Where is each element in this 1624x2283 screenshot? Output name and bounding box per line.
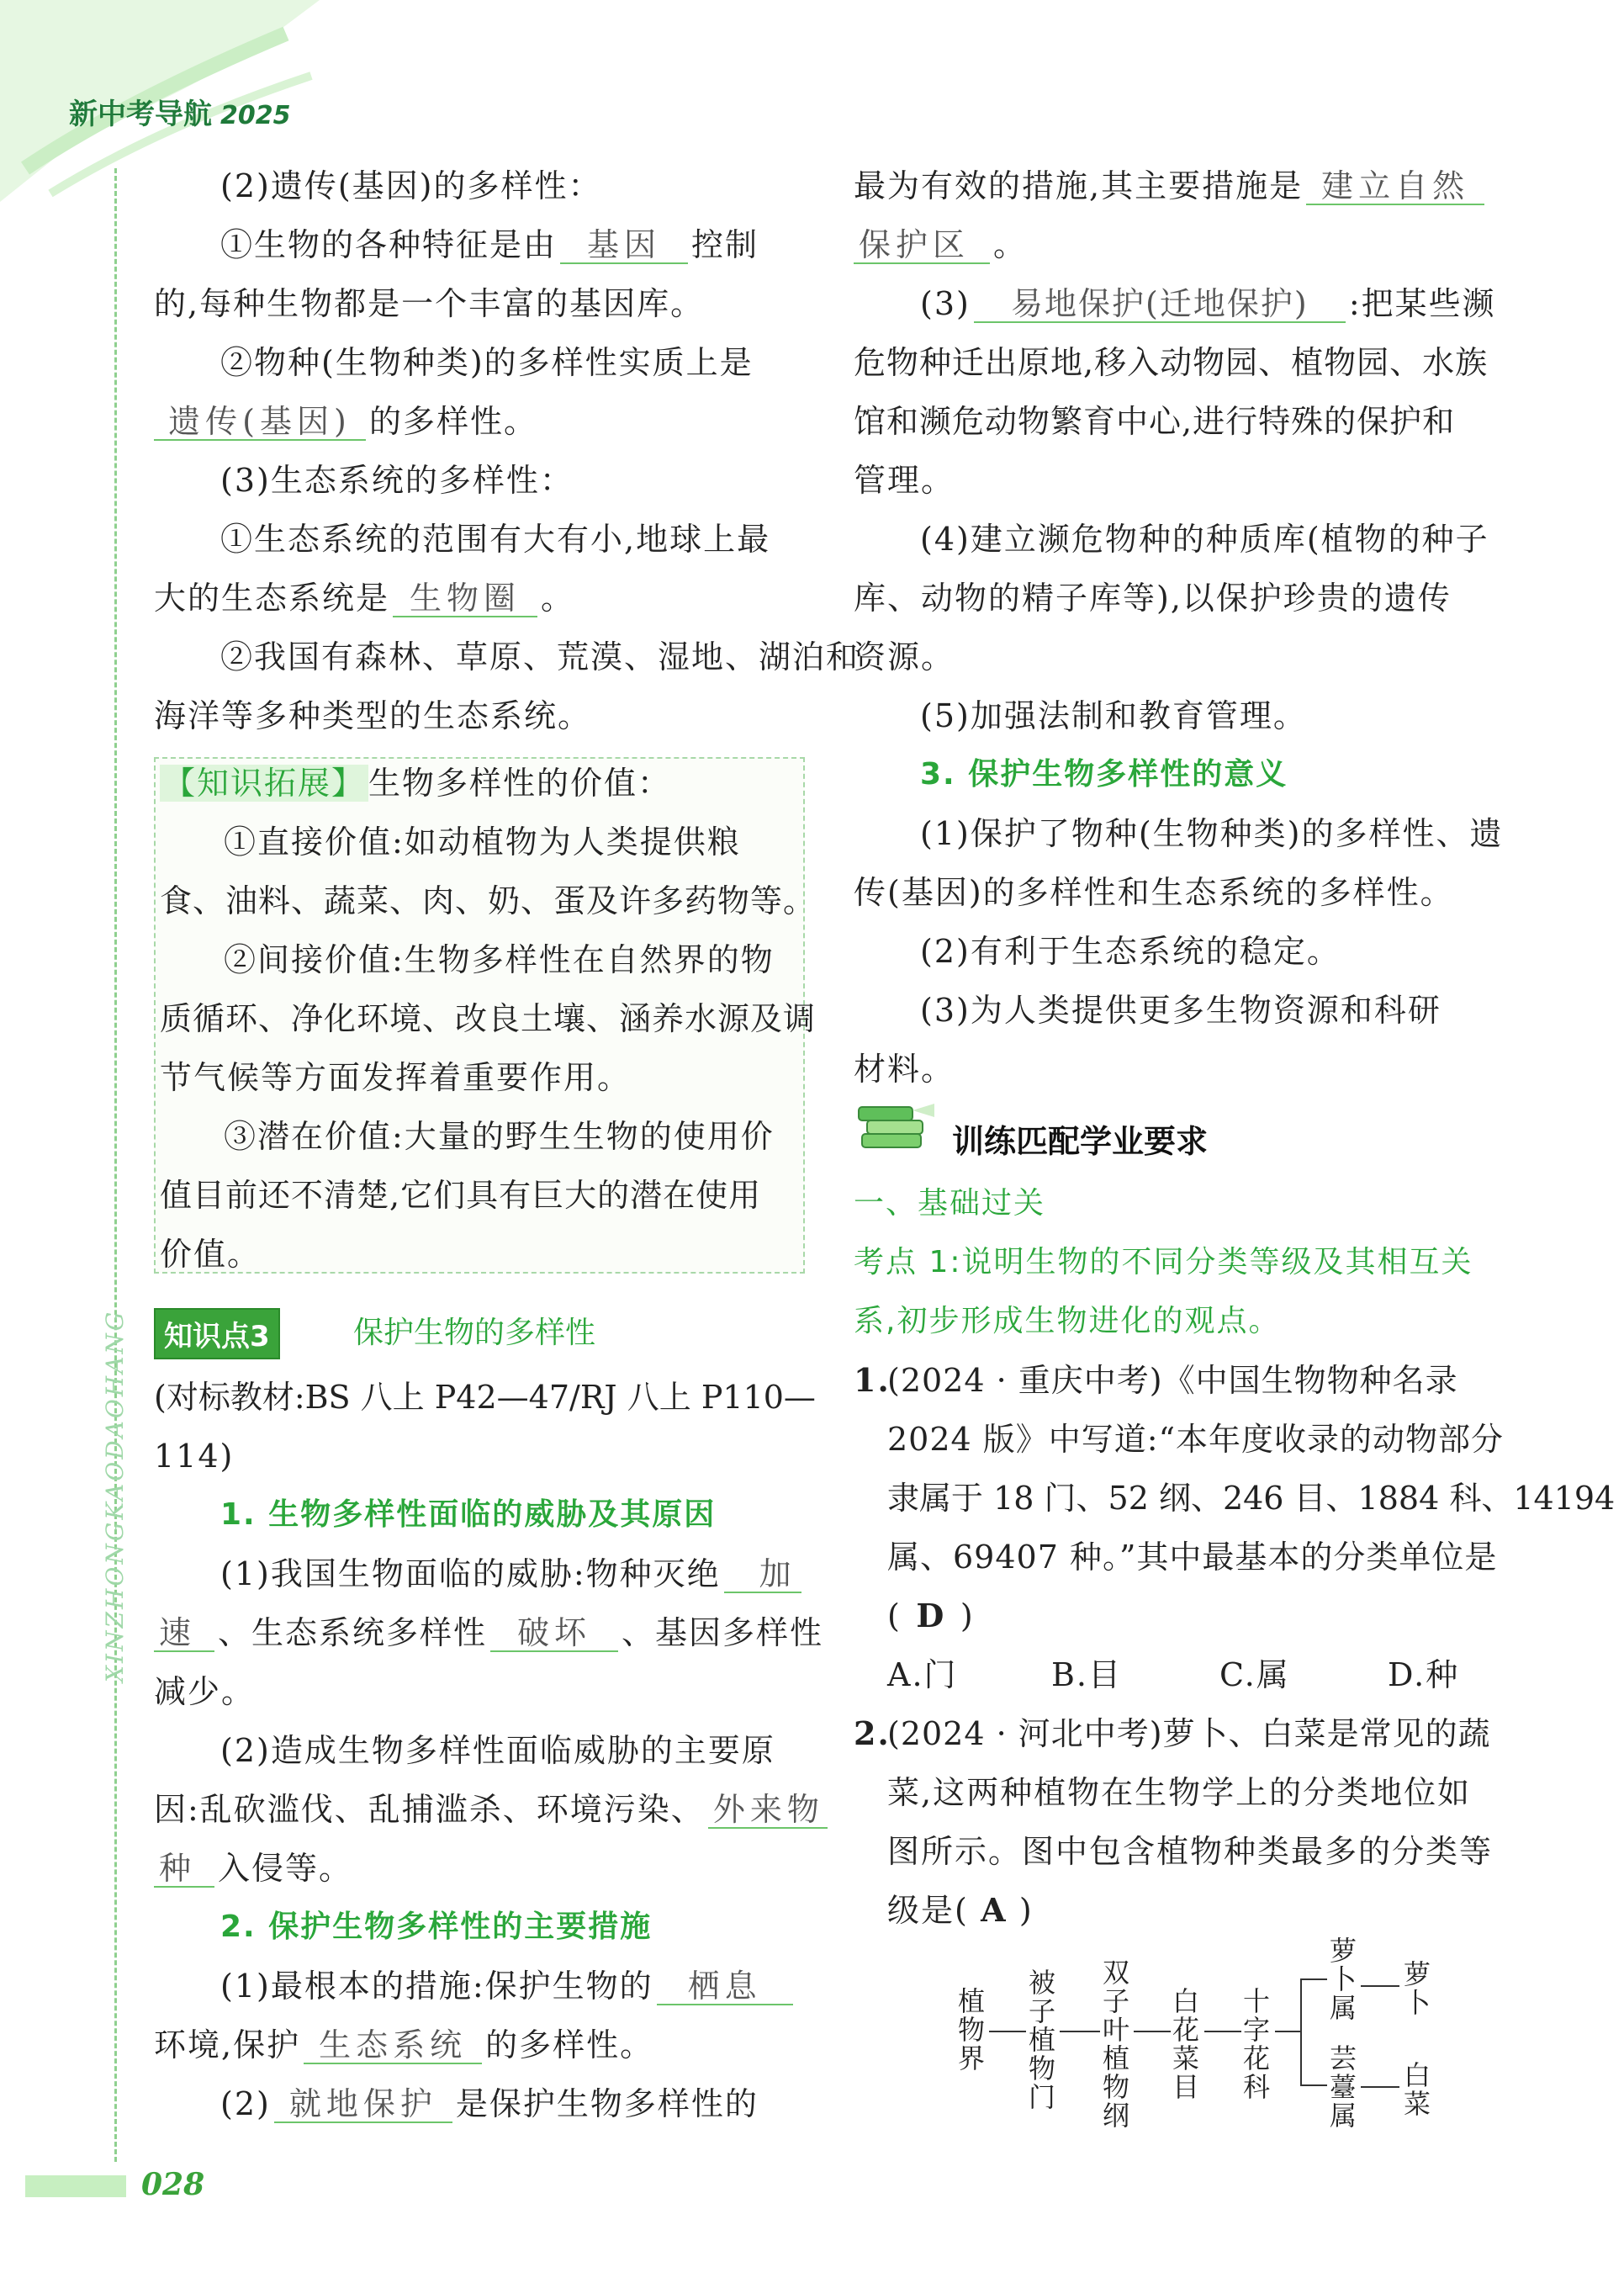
text: (3) <box>920 285 971 322</box>
ref-line-2: 114) <box>154 1438 235 1475</box>
text: 、基因多样性 <box>622 1614 824 1651</box>
paren-open: 级是( <box>887 1892 969 1929</box>
node-brassica-genus: 芸薹属 <box>1329 2042 1357 2132</box>
right-line-15: 材料。 <box>854 1051 955 1088</box>
left-line-5 <box>154 400 537 442</box>
header-year: 2025 <box>220 101 291 130</box>
q1-number: 1. <box>854 1361 891 1399</box>
left-threat-4: (2)造成生物多样性面临威胁的主要原 <box>220 1732 775 1769</box>
paren-close: ) <box>1018 1892 1034 1929</box>
left-measure-2 <box>154 2024 653 2066</box>
q1-option-c: C.属 <box>1219 1656 1290 1693</box>
books-icon <box>854 1100 938 1159</box>
text: 、生态系统多样性 <box>218 1614 488 1651</box>
page-number: 028 <box>141 2167 205 2202</box>
right-line-14: (3)为人类提供更多生物资源和科研 <box>920 992 1441 1029</box>
left-line-10: 海洋等多种类型的生态系统。 <box>154 697 592 734</box>
knowledge-point-label: 知识点3 <box>154 1308 280 1359</box>
answer-blank: 保护区 <box>854 227 990 264</box>
answer-blank: 种 <box>154 1851 214 1888</box>
node-radish-species: 萝卜 <box>1403 1958 1431 2019</box>
ext-line-2: 食、油料、蔬菜、肉、奶、蛋及许多药物等。 <box>160 882 817 919</box>
right-line-12: 传(基因)的多样性和生态系统的多样性。 <box>854 874 1454 911</box>
tree-connector <box>1275 2031 1300 2032</box>
text: :把某些濒 <box>1348 285 1496 322</box>
answer-blank: 建立自然 <box>1306 168 1484 205</box>
q1-answer: D <box>916 1597 946 1634</box>
ext-line-4: 质循环、净化环境、改良土壤、涵养水源及调 <box>160 1000 817 1037</box>
left-line-8 <box>154 577 574 619</box>
text: ①生物的各种特征是由 <box>220 226 558 263</box>
section-title-3: 3. 保护生物多样性的意义 <box>920 757 1288 792</box>
tree-connector <box>1361 2086 1399 2088</box>
side-dashed-line <box>114 168 117 2162</box>
left-line-6: (3)生态系统的多样性： <box>220 462 574 499</box>
q1-line-1: (2024 · 重庆中考)《中国生物物种名录 <box>887 1362 1458 1399</box>
right-line-7: (4)建立濒危物种的种质库(植物的种子 <box>920 521 1489 558</box>
ext-line-7: 值目前还不清楚,它们具有巨大的潜在使用 <box>160 1177 762 1214</box>
basic-heading: 一、基础过关 <box>854 1186 1046 1221</box>
q2-number: 2. <box>854 1714 891 1752</box>
right-line-6: 管理。 <box>854 462 955 499</box>
left-line-9: ②我国有森林、草原、荒漠、湿地、湖泊和 <box>220 638 860 675</box>
right-line-13: (2)有利于生态系统的稳定。 <box>920 933 1341 970</box>
text: 。 <box>541 580 575 617</box>
answer-blank: 遗传(基因) <box>154 404 366 441</box>
answer-blank: 速 <box>154 1615 214 1652</box>
paren-close: ) <box>960 1597 975 1634</box>
text: (1)我国生物面临的威胁:物种灭绝 <box>220 1555 721 1592</box>
text: 的多样性。 <box>369 403 538 440</box>
q1-option-a: A.门 <box>887 1656 958 1693</box>
tree-connector <box>1134 2031 1171 2032</box>
tree-connector <box>1300 2084 1327 2086</box>
ext-header <box>160 762 671 804</box>
answer-blank: 外来物 <box>708 1792 828 1829</box>
right-line-9: 资源。 <box>854 638 955 675</box>
ext-line-1: ①直接价值:如动植物为人类提供粮 <box>224 824 741 861</box>
right-line-4: 危物种迁出原地,移入动物园、植物园、水族 <box>854 344 1489 381</box>
node-angiosperm-phylum: 被子植物门 <box>1028 1967 1055 2113</box>
right-line-8: 库、动物的精子库等),以保护珍贵的遗传 <box>854 580 1452 617</box>
left-line-7: ①生态系统的范围有大有小,地球上最 <box>220 521 771 558</box>
exam-point-line-2: 系,初步形成生物进化的观点。 <box>854 1304 1281 1338</box>
ref-line-1: (对标教材:BS 八上 P42—47/RJ 八上 P110— <box>154 1379 816 1416</box>
text: 控制 <box>691 226 759 263</box>
node-cabbage-species: 白菜 <box>1403 2059 1431 2120</box>
node-capparales-order: 白花菜目 <box>1172 1985 1199 2103</box>
tree-connector <box>1060 2031 1100 2032</box>
right-line-1 <box>854 165 1488 207</box>
ext-tag: 【知识拓展】 <box>160 765 368 802</box>
text: 因:乱砍滥伐、乱捕滥杀、环境污染、 <box>154 1791 705 1828</box>
left-line-4: ②物种(生物种类)的多样性实质上是 <box>220 344 754 381</box>
node-raphanus-genus: 萝卜属 <box>1329 1935 1357 2024</box>
ext-line-6: ③潜在价值:大量的野生生物的使用价 <box>224 1118 775 1155</box>
ext-line-5: 节气候等方面发挥着重要作用。 <box>160 1059 632 1096</box>
q1-option-d: D.种 <box>1388 1656 1460 1693</box>
section-title-1: 1. 生物多样性面临的威胁及其原因 <box>220 1497 717 1532</box>
left-threat-5 <box>154 1788 831 1830</box>
left-line-2 <box>220 224 759 266</box>
answer-blank: 基因 <box>560 227 688 264</box>
text: (2) <box>220 2085 271 2122</box>
knowledge-point-title: 保护生物的多样性 <box>353 1316 596 1350</box>
ext-title: 生物多样性的价值： <box>368 765 672 802</box>
answer-blank: 破坏 <box>490 1615 618 1652</box>
tree-connector <box>1300 1978 1302 2086</box>
q1-line-2: 2024 版》中写道:“本年度收录的动物部分 <box>887 1421 1505 1458</box>
tree-connector <box>1300 1978 1327 1980</box>
node-plant-kingdom: 植物界 <box>957 1985 985 2074</box>
left-measure-3 <box>220 2083 759 2125</box>
right-line-3 <box>920 283 1496 325</box>
left-line-3: 的,每种生物都是一个丰富的基因库。 <box>154 285 705 322</box>
right-line-10: (5)加强法制和教育管理。 <box>920 697 1307 734</box>
text: 的多样性。 <box>485 2026 654 2063</box>
right-line-5: 馆和濒危动物繁育中心,进行特殊的保护和 <box>854 403 1456 440</box>
page-number-bar <box>25 2175 126 2197</box>
q2-line-1: (2024 · 河北中考)萝卜、白菜是常见的蔬 <box>887 1715 1491 1752</box>
right-line-2 <box>854 224 1027 266</box>
ext-line-8: 价值。 <box>160 1236 262 1273</box>
side-vertical-text: XINZHONGKAODAOHANG <box>101 1309 129 1682</box>
training-title: 训练匹配学业要求 <box>952 1123 1209 1160</box>
q2-answer-line <box>887 1889 1034 1931</box>
text: 入侵等。 <box>218 1850 353 1887</box>
left-threat-2 <box>154 1612 823 1654</box>
left-line-1: (2)遗传(基因)的多样性： <box>220 167 602 204</box>
left-threat-1 <box>220 1553 805 1595</box>
q2-line-2: 菜,这两种植物在生物学上的分类地位如 <box>887 1774 1472 1811</box>
header-title <box>69 91 291 132</box>
right-line-11: (1)保护了物种(生物种类)的多样性、遗 <box>920 815 1504 852</box>
node-dicot-class: 双子叶植物纲 <box>1102 1957 1129 2132</box>
text: 最为有效的措施,其主要措施是 <box>854 167 1304 204</box>
tree-connector <box>989 2031 1026 2032</box>
answer-blank: 生物圈 <box>393 580 537 617</box>
section-title-2: 2. 保护生物多样性的主要措施 <box>220 1910 653 1944</box>
q1-line-4: 属、69407 种。”其中最基本的分类单位是 <box>887 1539 1498 1576</box>
ext-line-3: ②间接价值:生物多样性在自然界的物 <box>224 941 775 978</box>
answer-blank: 加 <box>724 1556 801 1593</box>
answer-blank: 生态系统 <box>304 2027 482 2064</box>
text: 环境,保护 <box>154 2026 301 2063</box>
q1-line-3: 隶属于 18 门、52 纲、246 目、1884 科、14194 <box>887 1480 1616 1517</box>
header-title-text: 新中考导航 <box>69 98 212 131</box>
text: 是保护生物多样性的 <box>455 2085 759 2122</box>
answer-blank: 易地保护(迁地保护) <box>974 286 1346 323</box>
answer-blank: 栖息 <box>657 1968 793 2005</box>
tree-connector <box>1204 2031 1241 2032</box>
tree-connector <box>1361 1985 1399 1987</box>
q1-option-b: B.目 <box>1051 1656 1123 1693</box>
answer-blank: 就地保护 <box>274 2086 452 2123</box>
left-threat-6 <box>154 1847 352 1889</box>
q2-answer: A <box>981 1891 1008 1929</box>
left-measure-1 <box>220 1965 796 2007</box>
q2-line-3: 图所示。图中包含植物种类最多的分类等 <box>887 1833 1494 1870</box>
text: (1)最根本的措施:保护生物的 <box>220 1968 653 2005</box>
left-threat-3: 减少。 <box>154 1673 256 1710</box>
paren-open: ( <box>887 1597 902 1634</box>
node-brassicaceae-family: 十字花科 <box>1242 1985 1270 2103</box>
text: 大的生态系统是 <box>154 580 390 617</box>
text: 。 <box>993 226 1028 263</box>
exam-point-line-1: 考点 1:说明生物的不同分类等级及其相互关 <box>854 1245 1473 1279</box>
q1-answer-line <box>887 1595 975 1637</box>
